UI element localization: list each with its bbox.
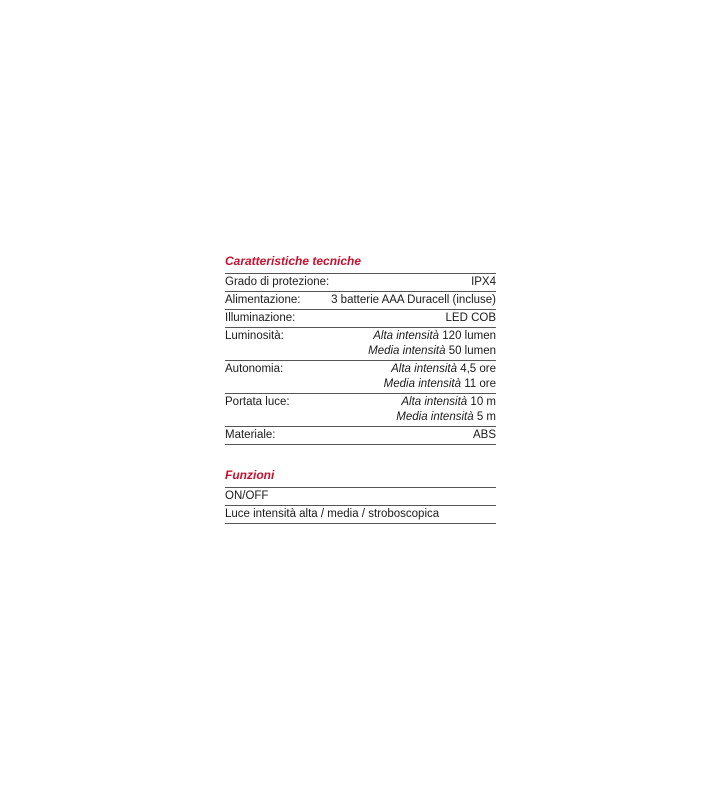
spec-value-line xyxy=(368,329,496,344)
spec-row-material xyxy=(225,427,496,445)
spec-qualifier: Alta intensità xyxy=(373,330,440,342)
spec-row-autonomy xyxy=(225,361,496,394)
spec-label: Autonomia: xyxy=(225,363,284,375)
spec-label: Grado di protezione: xyxy=(225,276,330,288)
specs-title: Caratteristiche tecniche xyxy=(225,253,496,274)
spec-value: 3 batterie AAA Duracell (incluse) xyxy=(331,294,496,306)
spec-sheet xyxy=(225,253,496,524)
spec-value-line xyxy=(368,344,496,359)
spec-amount: 4,5 ore xyxy=(460,363,496,375)
spec-label: Illuminazione: xyxy=(225,312,296,324)
spec-value-line xyxy=(396,410,496,425)
function-item: Luce intensità alta / media / stroboscopica xyxy=(225,506,496,524)
spec-values xyxy=(396,395,496,425)
spec-row-brightness xyxy=(225,328,496,361)
spec-qualifier: Media intensità xyxy=(396,411,474,423)
spec-amount: 10 m xyxy=(470,396,496,408)
spec-value: IPX4 xyxy=(471,276,496,288)
spec-row-lighting xyxy=(225,310,496,328)
spec-row-protection xyxy=(225,274,496,292)
spec-qualifier: Alta intensità xyxy=(401,396,468,408)
spec-value-line xyxy=(384,362,496,377)
spec-amount: 50 lumen xyxy=(448,345,496,357)
spec-row-range xyxy=(225,394,496,427)
spec-label: Alimentazione: xyxy=(225,294,301,306)
spec-value: ABS xyxy=(472,429,496,441)
spec-qualifier: Media intensità xyxy=(368,345,446,357)
spec-amount: 11 ore xyxy=(464,378,496,390)
spec-label: Portata luce: xyxy=(225,396,290,408)
spec-qualifier: Media intensità xyxy=(383,378,462,390)
function-item: ON/OFF xyxy=(225,488,496,506)
spec-value-line xyxy=(384,377,496,392)
spec-row-power xyxy=(225,292,496,310)
spec-amount: 5 m xyxy=(476,411,496,423)
spec-label: Materiale: xyxy=(225,429,276,441)
spec-value: LED COB xyxy=(445,312,496,324)
spec-amount: 120 lumen xyxy=(442,330,496,342)
functions-title: Funzioni xyxy=(225,467,496,488)
spec-value-line xyxy=(396,395,496,410)
spec-qualifier: Alta intensità xyxy=(391,363,457,375)
spec-values xyxy=(384,362,496,392)
spec-label: Luminosità: xyxy=(225,330,284,342)
spec-values xyxy=(368,329,496,359)
